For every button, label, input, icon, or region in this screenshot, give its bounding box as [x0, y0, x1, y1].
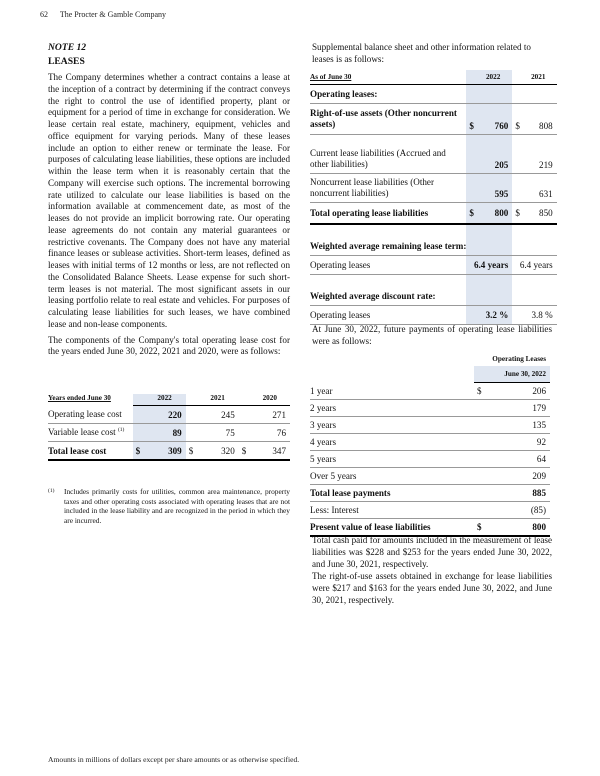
header-label: Years ended June 30 — [48, 394, 111, 403]
future-payments-table — [310, 352, 550, 537]
table-header-row — [310, 352, 550, 366]
cell-2021: 6.4 years — [520, 256, 557, 275]
company-name: The Procter & Gamble Company — [59, 10, 167, 19]
cell-2021: 219 — [520, 145, 557, 174]
lease-policy-paragraph: The Company determines whether a contract contains a lease at the inception of a contract by determining if the contract conveys the right to control the use of identified property, plant or equipment for a period of time in exchange for consideration. We lease certain real estate, machinery, equipment, vehicles and office equipment for varying periods. Many of these leases include an option to either renew or terminate the lease. For purposes of calculating lease liabilities, these options are included within the lease term when it is reasonably certain that the Company will exercise such options. The incremental borrowing rate utilized to calculate our lease liabilities is based on the information available at commencement date, as most of the leases do not provide an implicit borrowing rate. Our operating lease agreements do not contain any material guarantees or restrictive covenants. The Company does not have any material finance leases or sublease activities. Short-term leases, defined as leases with initial terms of 12 months or less, are not reflected on the Consolidated Balance Sheets. Lease expense for such short-term leases is not material. The most significant assets in our leasing portfolio relate to real estate and vehicles. For purposes of calculating lease liabilities for such leases, we have combined lease and non-lease components. — [48, 72, 290, 329]
row-value: 92 — [486, 434, 550, 451]
lease-cost-table — [48, 394, 290, 461]
table-row — [310, 306, 557, 325]
balance-intro: Supplemental balance sheet and other information related to leases is as follows: — [312, 42, 531, 64]
footnote-marker: (1) — [48, 488, 55, 494]
balance-sheet-table — [310, 70, 557, 325]
left-column — [48, 42, 290, 358]
table-row — [310, 417, 550, 434]
currency-symbol: $ — [239, 442, 250, 461]
cell-2021: 245 — [196, 406, 238, 424]
table-header-row — [48, 394, 290, 406]
year-2022: 2022 — [474, 70, 512, 85]
row-value: 206 — [486, 383, 550, 400]
row-value: (85) — [486, 502, 550, 519]
section-heading — [310, 85, 557, 104]
cell-2021: 75 — [196, 424, 238, 442]
total-2021: 320 — [196, 442, 238, 461]
cell-2020: 76 — [250, 424, 290, 442]
currency-symbol: $ — [466, 203, 474, 225]
row-label: Total lease payments — [310, 485, 474, 502]
table-row — [310, 383, 550, 400]
cell-2022: 89 — [143, 424, 185, 442]
footnote — [48, 487, 290, 525]
row-label: Right-of-use assets (Other noncurrent assets) — [310, 104, 466, 135]
table-row — [310, 104, 557, 135]
row-label: Over 5 years — [310, 468, 474, 485]
column-date: June 30, 2022 — [474, 366, 550, 383]
row-value: 135 — [486, 417, 550, 434]
row-label: 4 years — [310, 434, 474, 451]
lease-cost-intro: The components of the Company's total operating lease cost for the years ended June 30, 2022, 2021 and 2020, were as follows: — [48, 334, 290, 357]
row-value: 179 — [486, 400, 550, 417]
page-footer: Amounts in millions of dollars except per share amounts or as otherwise specified. — [48, 755, 300, 764]
cell-2022: 6.4 years — [474, 256, 512, 275]
total-2021: 850 — [520, 203, 557, 225]
row-value: 209 — [486, 468, 550, 485]
total-row — [48, 442, 290, 461]
currency-symbol: $ — [186, 442, 197, 461]
cell-2022: 205 — [474, 145, 512, 174]
row-label: Operating leases — [310, 256, 466, 275]
total-label: Total lease cost — [48, 442, 133, 461]
row-label: 2 years — [310, 400, 474, 417]
cell-2020: 271 — [250, 406, 290, 424]
footnote-ref: (1) — [117, 427, 125, 434]
table-row — [310, 400, 550, 417]
header-label: As of June 30 — [310, 70, 466, 85]
row-label: Current lease liabilities (Accrued and other liabilities) — [310, 145, 466, 174]
year-2021: 2021 — [196, 394, 238, 406]
table-row — [310, 451, 550, 468]
total-row — [310, 203, 557, 225]
cell-2021: 631 — [520, 174, 557, 203]
footnote-text: Includes primarily costs for utilities, common area maintenance, property taxes and other operating costs associated with operating leases that are not included in the lease liability and are recognized in the period in which they are incurred. — [64, 487, 290, 525]
payments-intro: At June 30, 2022, future payments of operating lease liabilities were as follows: — [312, 324, 552, 346]
cash-paid-paragraph: Total cash paid for amounts included in the measurement of lease liabilities was $228 and $253 for the years ended June 30, 2022, and June 30, 2021, respectively. — [312, 535, 552, 569]
table-row — [310, 502, 550, 519]
total-value: 800 — [486, 519, 550, 537]
table-row — [310, 145, 557, 174]
table-header-row — [310, 366, 550, 383]
table-row — [310, 174, 557, 203]
row-label: Noncurrent lease liabilities (Other noncurrent liabilities) — [310, 174, 466, 203]
currency-symbol: $ — [512, 203, 520, 225]
currency-symbol: $ — [133, 442, 144, 461]
row-label: Variable lease cost $^{(1)}$ — [48, 424, 133, 442]
row-label: Less: Interest — [310, 502, 474, 519]
row-value: 885 — [486, 485, 550, 502]
table-row — [310, 468, 550, 485]
row-label: Operating lease cost — [48, 406, 133, 424]
page-number: 62 — [40, 10, 48, 19]
note-title: LEASES — [48, 56, 85, 67]
currency-symbol: $ — [474, 519, 486, 537]
section-label: Weighted average remaining lease term: — [310, 237, 466, 256]
section-label: Operating leases: — [310, 85, 466, 104]
table-row — [48, 424, 290, 442]
table-row — [310, 256, 557, 275]
section-label: Weighted average discount rate: — [310, 287, 466, 306]
row-label: 3 years — [310, 417, 474, 434]
currency-symbol: $ — [512, 104, 520, 135]
row-label: Operating leases — [310, 306, 466, 325]
year-2021: 2021 — [520, 70, 557, 85]
cell-2022: 3.2 % — [474, 306, 512, 325]
section-heading — [310, 237, 557, 256]
row-label: 1 year — [310, 383, 474, 400]
row-label: 5 years — [310, 451, 474, 468]
table-row — [310, 434, 550, 451]
total-row — [310, 519, 550, 537]
column-title: Operating Leases — [492, 355, 546, 363]
year-2022: 2022 — [143, 394, 185, 406]
cell-2022: 220 — [143, 406, 185, 424]
page-header — [40, 10, 166, 19]
rou-obtained-paragraph: The right-of-use assets obtained in exchange for lease liabilities were $217 and $163 for the years ended June 30, 2022, and June 30, 2021, respectively. — [312, 571, 552, 605]
section-heading — [310, 287, 557, 306]
note-number: NOTE 12 — [48, 42, 87, 53]
total-2022: 309 — [143, 442, 185, 461]
total-label: Present value of lease liabilities — [310, 519, 474, 537]
total-label: Total operating lease liabilities — [310, 203, 466, 225]
table-row — [48, 406, 290, 424]
year-2020: 2020 — [250, 394, 290, 406]
total-2020: 347 — [250, 442, 290, 461]
row-value: 64 — [486, 451, 550, 468]
cell-2021: 808 — [520, 104, 557, 135]
table-row — [310, 485, 550, 502]
table-header-row — [310, 70, 557, 85]
total-2022: 800 — [474, 203, 512, 225]
currency-symbol: $ — [474, 383, 486, 400]
currency-symbol: $ — [466, 104, 474, 135]
cell-2022: 595 — [474, 174, 512, 203]
cell-2022: 760 — [474, 104, 512, 135]
cell-2021: 3.8 % — [520, 306, 557, 325]
